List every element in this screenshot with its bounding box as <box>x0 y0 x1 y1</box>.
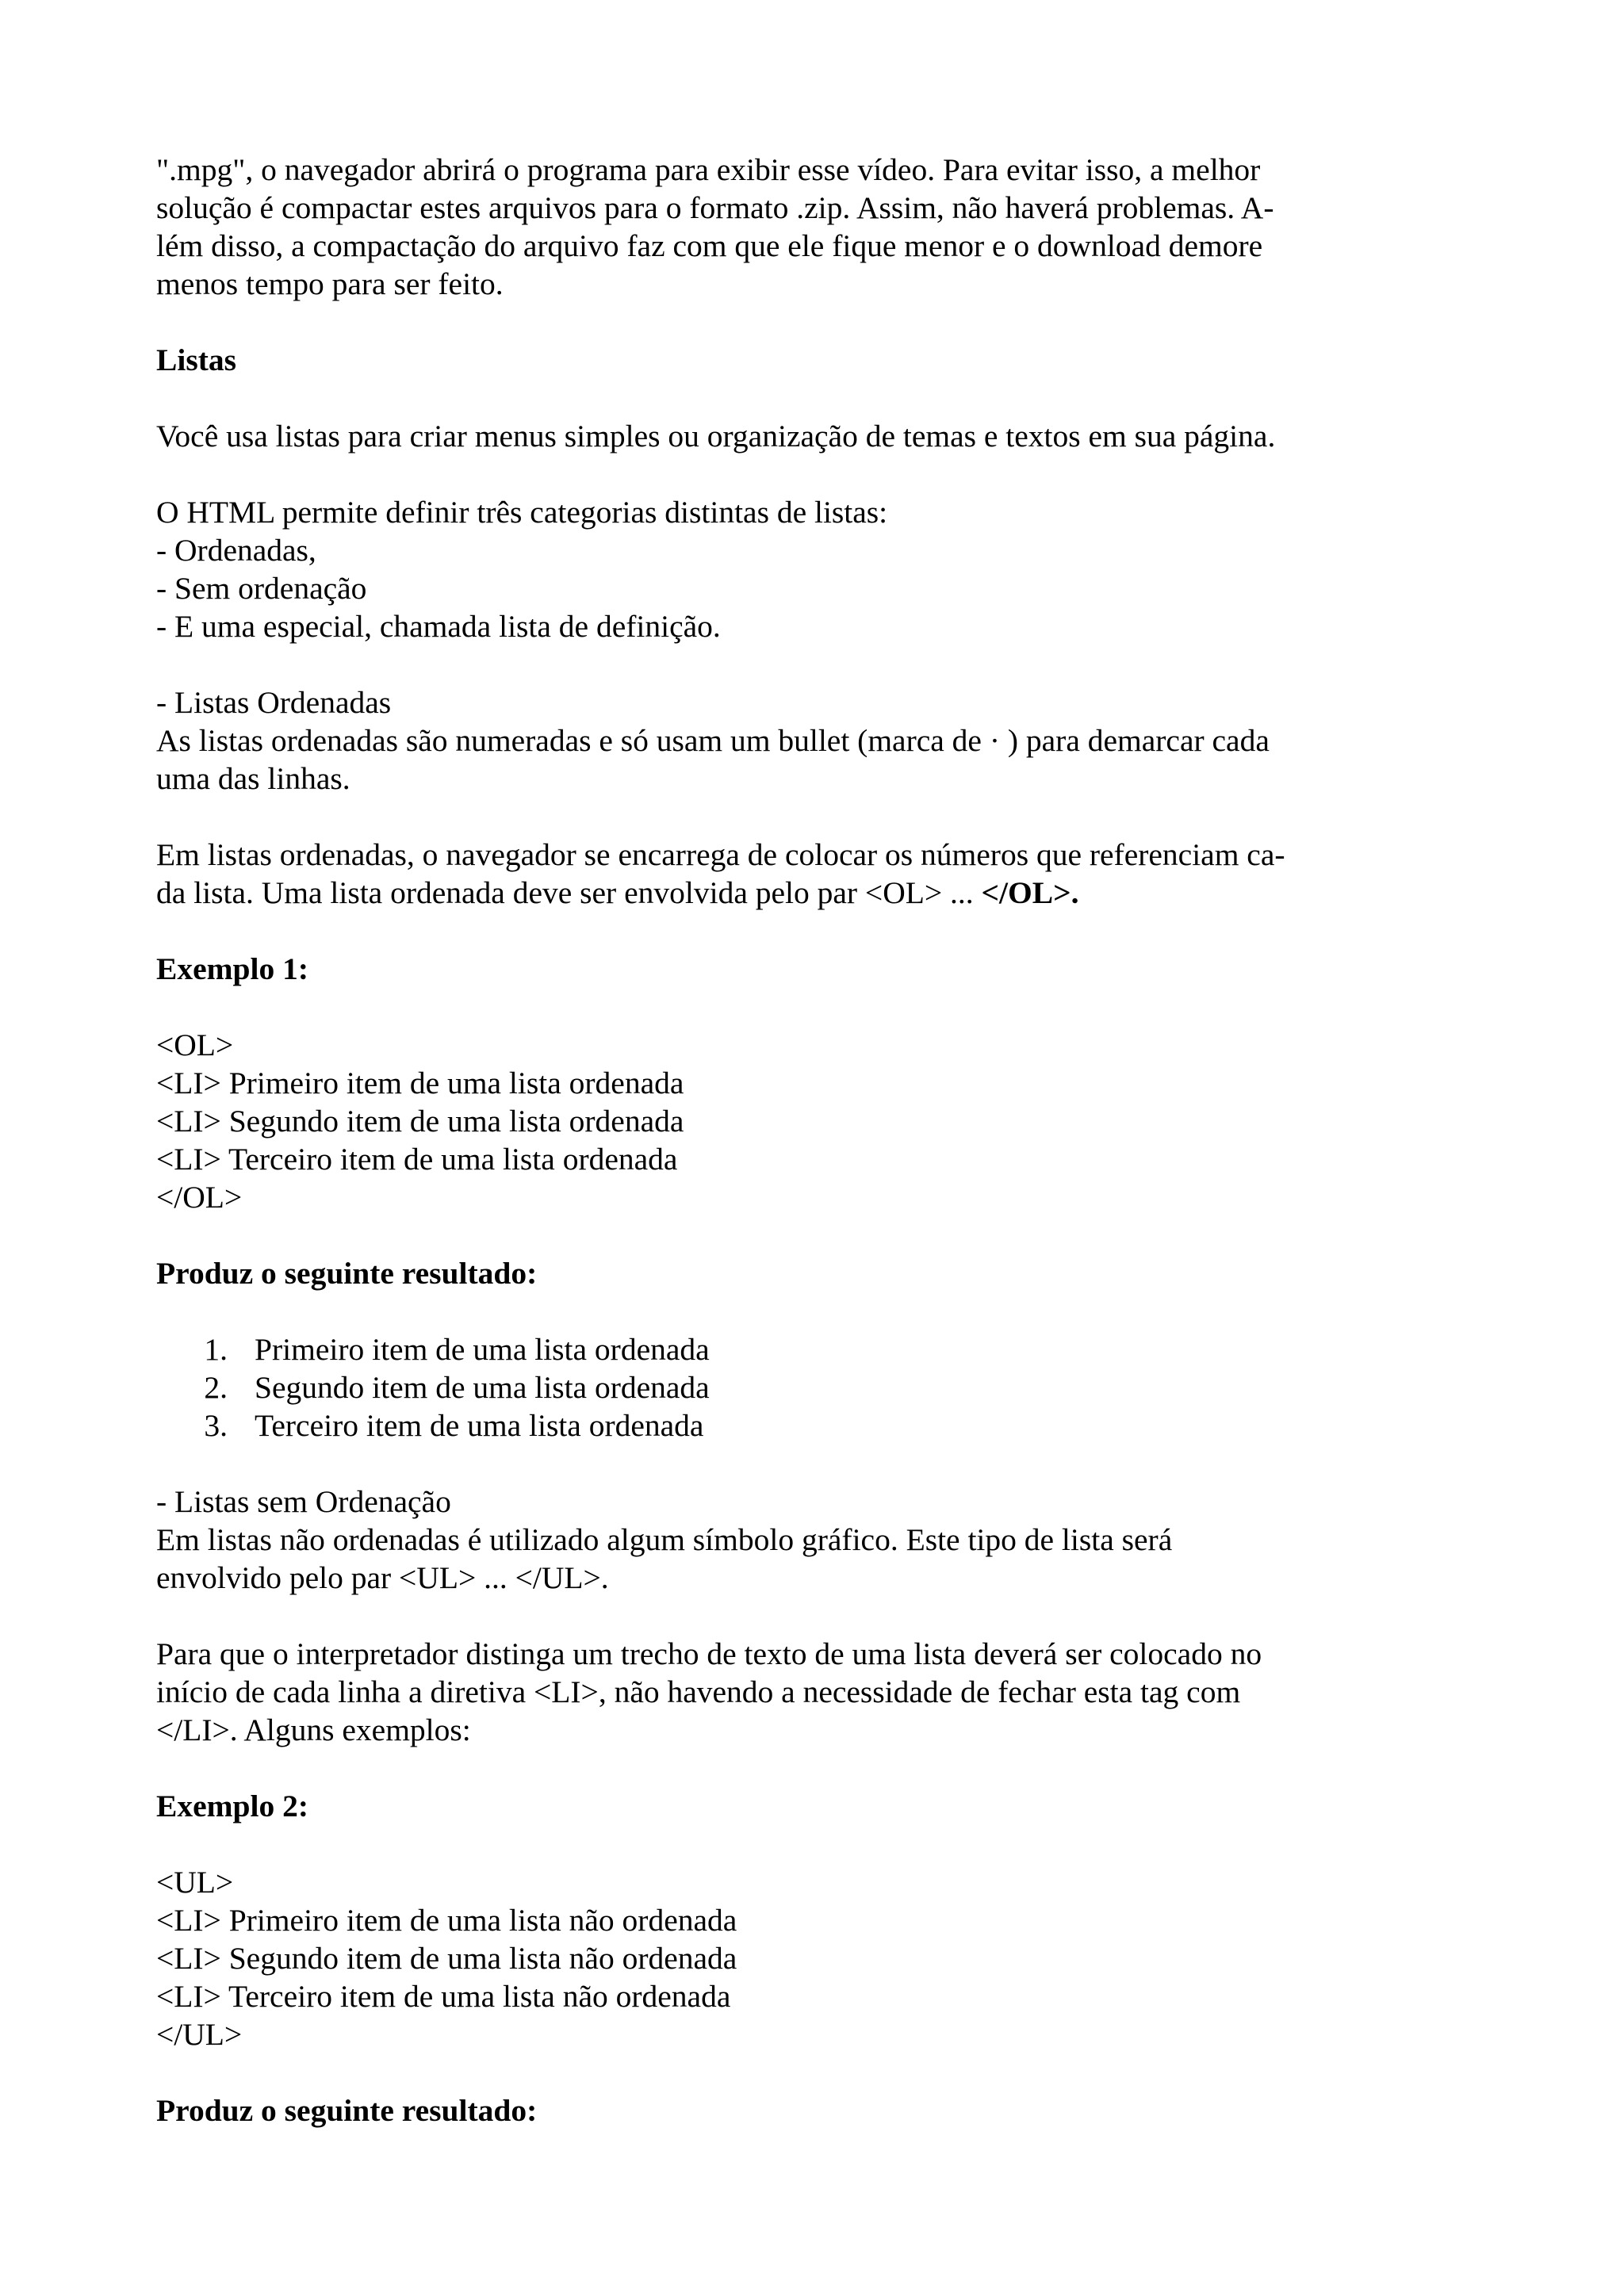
text-line: ".mpg", o navegador abrirá o programa para exibir esse vídeo. Para evitar isso, a melhor <box>156 152 1261 187</box>
text-line: menos tempo para ser feito. <box>156 266 504 301</box>
list-item-number: 1. <box>204 1332 228 1367</box>
code-line: <LI> Segundo item de uma lista não ordenada <box>156 1941 737 1976</box>
exemplo-2-code <box>156 1863 1393 2053</box>
text-line: O HTML permite definir três categorias distintas de listas: <box>156 495 888 530</box>
paragraph-gap <box>156 988 1393 1026</box>
text-line: Para que o interpretador distinga um trecho de texto de uma lista deverá ser colocado no <box>156 1636 1262 1671</box>
text-line: As listas ordenadas são numeradas e só usam um bullet (marca de · ) para demarcar cada <box>156 723 1270 758</box>
code-line: </OL> <box>156 1180 243 1215</box>
resultado-1-heading: Produz o seguinte resultado: <box>156 1256 538 1291</box>
paragraph-gap <box>156 645 1393 683</box>
paragraph-gap <box>156 1216 1393 1254</box>
exemplo-1-code <box>156 1026 1393 1216</box>
text-line: </LI>. Alguns exemplos: <box>156 1712 471 1747</box>
list-item-number: 2. <box>204 1370 228 1405</box>
intro-paragraph <box>156 151 1393 303</box>
code-line: </UL> <box>156 2017 243 2052</box>
paragraph-gap <box>156 1597 1393 1635</box>
code-line: <UL> <box>156 1865 234 1900</box>
document-page <box>156 151 1393 2130</box>
code-line: <LI> Terceiro item de uma lista ordenada <box>156 1142 678 1177</box>
code-line: <LI> Segundo item de uma lista ordenada <box>156 1104 684 1138</box>
code-line: <LI> Primeiro item de uma lista ordenada <box>156 1066 684 1100</box>
paragraph-gap <box>156 2053 1393 2091</box>
resultado-2-heading: Produz o seguinte resultado: <box>156 2093 538 2128</box>
paragraph-gap <box>156 1292 1393 1330</box>
paragraph-gap <box>156 455 1393 493</box>
paragraph-gap <box>156 798 1393 836</box>
text-line: - Ordenadas, <box>156 533 316 568</box>
paragraph-gap <box>156 912 1393 950</box>
code-line: <LI> Primeiro item de uma lista não ordenada <box>156 1903 737 1938</box>
interpretador-paragraph <box>156 1635 1393 1749</box>
text-line: solução é compactar estes arquivos para o formato .zip. Assim, não haverá problemas. A- <box>156 190 1274 225</box>
text-line: - Listas sem Ordenação <box>156 1484 451 1519</box>
text-line: lém disso, a compactação do arquivo faz com que ele fique menor e o download demore <box>156 228 1263 263</box>
list-item <box>156 1368 1393 1406</box>
text-line: Em listas ordenadas, o navegador se encarrega de colocar os números que referenciam ca- <box>156 837 1285 872</box>
exemplo-2-heading: Exemplo 2: <box>156 1789 309 1823</box>
text-line <box>156 874 1393 912</box>
text-line: - Sem ordenação <box>156 571 367 606</box>
paragraph-gap <box>156 1445 1393 1483</box>
list-item-text: Primeiro item de uma lista ordenada <box>255 1332 710 1367</box>
list-item <box>156 1330 1393 1368</box>
text-normal: da lista. Uma lista ordenada deve ser envolvida pelo par <OL> ... <box>156 875 982 910</box>
paragraph-gap <box>156 379 1393 417</box>
code-line: <OL> <box>156 1027 234 1062</box>
text-line: - E uma especial, chamada lista de definição. <box>156 609 721 644</box>
text-line: uma das linhas. <box>156 761 350 796</box>
sem-ordenacao-paragraph <box>156 1483 1393 1597</box>
section-heading-listas: Listas <box>156 342 236 377</box>
ordenadas-paragraph <box>156 836 1393 912</box>
text-line: - Listas Ordenadas <box>156 685 392 720</box>
paragraph-gap <box>156 1749 1393 1787</box>
list-item-text: Terceiro item de uma lista ordenada <box>255 1408 704 1443</box>
paragraph-gap <box>156 1825 1393 1863</box>
text-line: Em listas não ordenadas é utilizado algum símbolo gráfico. Este tipo de lista será <box>156 1522 1173 1557</box>
text-bold: </OL>. <box>981 875 1079 910</box>
ordenadas-intro-paragraph <box>156 683 1393 798</box>
text-line: envolvido pelo par <UL> ... </UL>. <box>156 1560 609 1595</box>
code-line: <LI> Terceiro item de uma lista não ordenada <box>156 1979 731 2014</box>
paragraph-gap <box>156 303 1393 341</box>
exemplo-1-heading: Exemplo 1: <box>156 951 309 986</box>
ordered-list-result <box>156 1330 1393 1445</box>
list-item-number: 3. <box>204 1408 228 1443</box>
categorias-paragraph <box>156 493 1393 645</box>
menus-paragraph: Você usa listas para criar menus simples ou organização de temas e textos em sua página. <box>156 419 1276 453</box>
list-item <box>156 1406 1393 1445</box>
list-item-text: Segundo item de uma lista ordenada <box>255 1370 710 1405</box>
text-line: início de cada linha a diretiva <LI>, não havendo a necessidade de fechar esta tag com <box>156 1674 1241 1709</box>
